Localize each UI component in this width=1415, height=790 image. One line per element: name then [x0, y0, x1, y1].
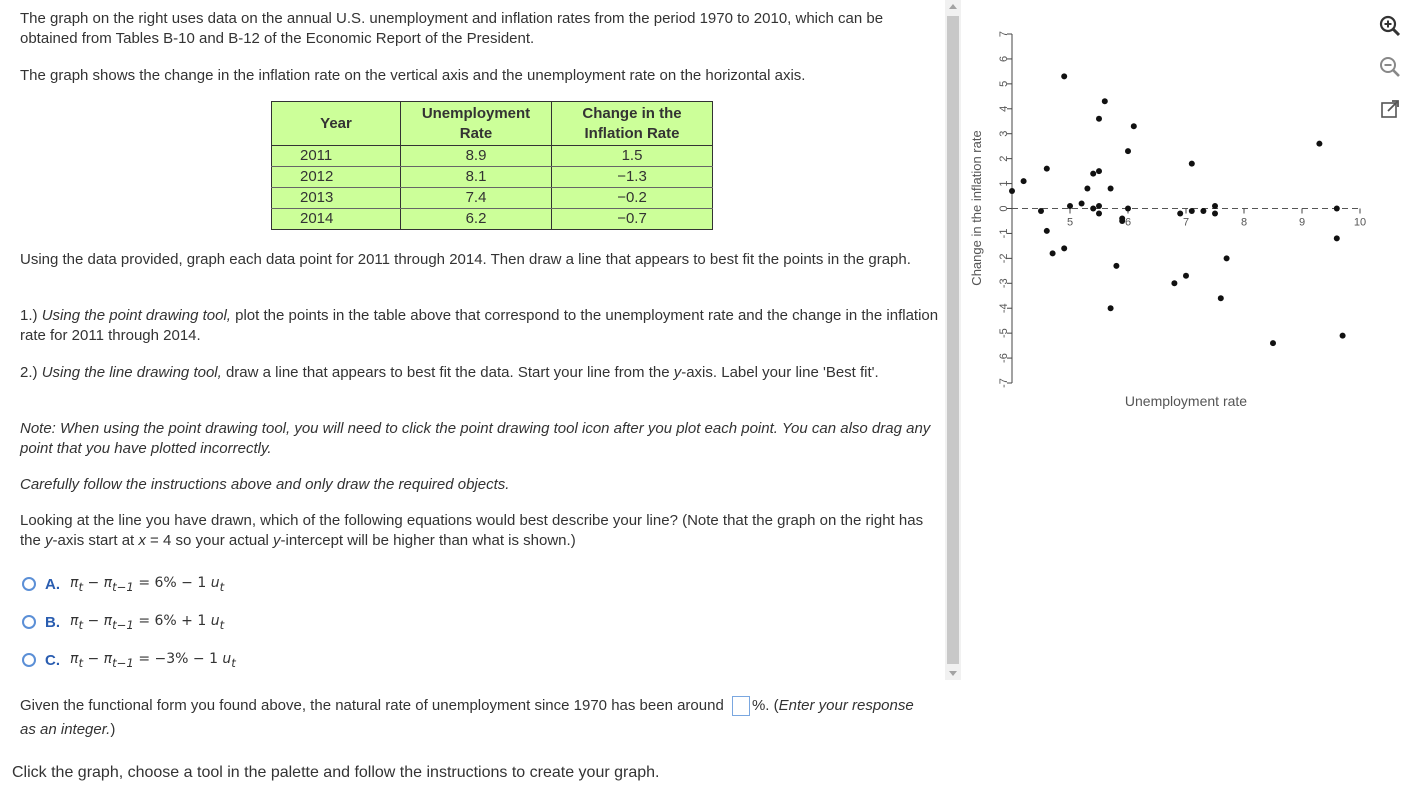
data-point	[1334, 206, 1340, 212]
data-point	[1270, 340, 1276, 346]
scroll-down-icon[interactable]	[949, 671, 957, 676]
table-cell: 8.9	[401, 146, 552, 167]
intro-paragraph-2: The graph shows the change in the inflation rate on the vertical axis and the unemployment rate on the horizontal axis.	[20, 67, 806, 84]
y-tick-label: -5	[998, 328, 1010, 339]
data-point	[1119, 218, 1125, 224]
data-point	[1009, 188, 1015, 194]
data-point	[1096, 116, 1102, 122]
table-cell: −0.7	[552, 209, 713, 230]
table-cell: 2012	[272, 167, 401, 188]
data-point	[1038, 208, 1044, 214]
question-text: Looking at the line you have drawn, which of the following equations would best describe your line? (Note that the graph on the right has the y-axis start at x = 4 so your actual y-intercept will be higher than what is shown.)	[20, 512, 924, 549]
data-point	[1212, 210, 1218, 216]
footer-instructions: Click the graph, choose a tool in the palette and follow the instructions to create your graph.	[12, 764, 660, 781]
x-tick-label: 7	[1182, 216, 1190, 229]
table-cell: 2014	[272, 209, 401, 230]
data-point	[1044, 166, 1050, 172]
data-point	[1050, 250, 1056, 256]
data-point	[1224, 255, 1230, 261]
y-tick-label: -7	[998, 378, 1010, 388]
data-point	[1189, 208, 1195, 214]
intro-paragraph-1: The graph on the right uses data on the annual U.S. unemployment and inflation rates from the period 1970 to 2010, which can be obtained from Tables B-10 and B-12 of the Economic Report of the President.	[20, 10, 884, 47]
data-point	[1061, 73, 1067, 79]
data-point	[1108, 305, 1114, 311]
option-letter: C.	[45, 651, 60, 669]
scroll-up-icon[interactable]	[949, 4, 957, 9]
table-cell: 1.5	[552, 146, 713, 167]
y-tick-label: -3	[998, 278, 1010, 289]
table-cell: 2013	[272, 188, 401, 209]
option-equation: $\pi_t - \pi_{t-1} = 6\% + 1$ $u_t$	[70, 612, 225, 632]
natural-rate-input[interactable]	[732, 696, 750, 716]
radio-a[interactable]	[22, 577, 36, 591]
data-point	[1067, 203, 1073, 209]
option-a[interactable]	[22, 573, 224, 595]
data-point	[1125, 148, 1131, 154]
instructions-paragraph: Using the data provided, graph each data point for 2011 through 2014. Then draw a line that appears to best fit the points in the graph.	[20, 251, 911, 268]
table-row	[272, 209, 713, 230]
y-tick-label: 2	[998, 155, 1010, 162]
header-unemployment: Unemployment Rate	[401, 102, 552, 146]
option-letter: B.	[45, 613, 60, 631]
step-2: 2.) Using the line drawing tool, draw a line that appears to best fit the data. Start your line from the y-axis. Label your line 'Best fit'.	[20, 364, 879, 381]
x-tick-label: 6	[1124, 216, 1132, 229]
data-point	[1212, 203, 1218, 209]
data-point	[1316, 141, 1322, 147]
data-point	[1096, 210, 1102, 216]
data-point	[1200, 208, 1206, 214]
data-point	[1079, 201, 1085, 207]
y-tick-label: 0	[998, 205, 1010, 212]
data-point	[1113, 263, 1119, 269]
scroll-thumb[interactable]	[947, 16, 959, 664]
radio-b[interactable]	[22, 615, 36, 629]
data-point	[1090, 206, 1096, 212]
y-tick-label: 5	[998, 80, 1010, 87]
table-cell: 8.1	[401, 167, 552, 188]
table-cell: 6.2	[401, 209, 552, 230]
zoom-in-icon	[1378, 14, 1402, 38]
y-axis-label: Change in the inflation rate	[969, 130, 984, 286]
y-tick-label: 7	[998, 30, 1010, 38]
table-row	[272, 146, 713, 167]
data-point	[1084, 186, 1090, 192]
y-tick-label: 6	[998, 55, 1010, 62]
table-row	[272, 167, 713, 188]
step-1: 1.) Using the point drawing tool, plot the points in the table above that correspond to the unemployment rate and the change in the inflation rate for 2011 through 2014.	[20, 307, 939, 344]
careful-text: Carefully follow the instructions above and only draw the required objects.	[20, 476, 510, 493]
header-year: Year	[272, 102, 401, 146]
data-point	[1340, 333, 1346, 339]
data-point	[1096, 203, 1102, 209]
data-table	[271, 101, 713, 230]
table-cell: −1.3	[552, 167, 713, 188]
data-point	[1044, 228, 1050, 234]
note-text: Note: When using the point drawing tool, you will need to click the point drawing tool icon after you plot each point. You can also drag any point that you have plotted incorrectly.	[20, 420, 931, 457]
data-point	[1125, 206, 1131, 212]
data-point	[1177, 210, 1183, 216]
popout-button[interactable]	[1376, 95, 1404, 123]
data-point	[1108, 186, 1114, 192]
x-tick-label: 10	[1353, 216, 1367, 229]
y-tick-label: -4	[998, 303, 1010, 314]
y-tick-label: -2	[998, 253, 1010, 264]
data-point	[1131, 123, 1137, 129]
scrollbar[interactable]	[945, 0, 961, 680]
x-tick-label: 8	[1240, 216, 1248, 229]
data-point	[1183, 273, 1189, 279]
data-point	[1334, 235, 1340, 241]
x-tick-label: 5	[1066, 216, 1074, 229]
y-tick-label: -1	[998, 228, 1010, 239]
x-tick-label: 9	[1298, 216, 1306, 229]
y-tick-label: -6	[998, 353, 1010, 363]
data-point	[1061, 245, 1067, 251]
option-equation: $\pi_t - \pi_{t-1} = 6\% - 1$ $u_t$	[70, 574, 225, 594]
data-point	[1096, 168, 1102, 174]
y-tick-label: 1	[998, 180, 1010, 187]
x-axis-label: Unemployment rate	[1124, 393, 1248, 409]
data-point	[1021, 178, 1027, 184]
option-b[interactable]	[22, 611, 224, 633]
table-cell: 7.4	[401, 188, 552, 209]
y-tick-label: 4	[998, 105, 1010, 112]
table-row	[272, 188, 713, 209]
table-cell: −0.2	[552, 188, 713, 209]
option-equation: $\pi_t - \pi_{t-1} = -3\% - 1$ $u_t$	[70, 650, 236, 670]
scatter-chart[interactable]	[960, 0, 1400, 420]
data-point	[1218, 295, 1224, 301]
table-cell: 2011	[272, 146, 401, 167]
data-point	[1090, 171, 1096, 177]
header-inflation: Change in the Inflation Rate	[552, 102, 713, 146]
zoom-out-icon	[1378, 55, 1402, 79]
zoom-out-button[interactable]	[1376, 53, 1404, 81]
popout-icon	[1378, 97, 1402, 121]
option-c[interactable]	[22, 649, 236, 671]
radio-c[interactable]	[22, 653, 36, 667]
option-letter: A.	[45, 575, 60, 593]
data-point	[1171, 280, 1177, 286]
zoom-in-button[interactable]	[1376, 12, 1404, 40]
natural-rate-question: Given the functional form you found above, the natural rate of unemployment since 1970 has been around %. (Enter your response as an integer.)	[20, 697, 914, 738]
y-tick-label: 3	[998, 130, 1010, 137]
data-point	[1102, 98, 1108, 104]
data-point	[1189, 161, 1195, 167]
